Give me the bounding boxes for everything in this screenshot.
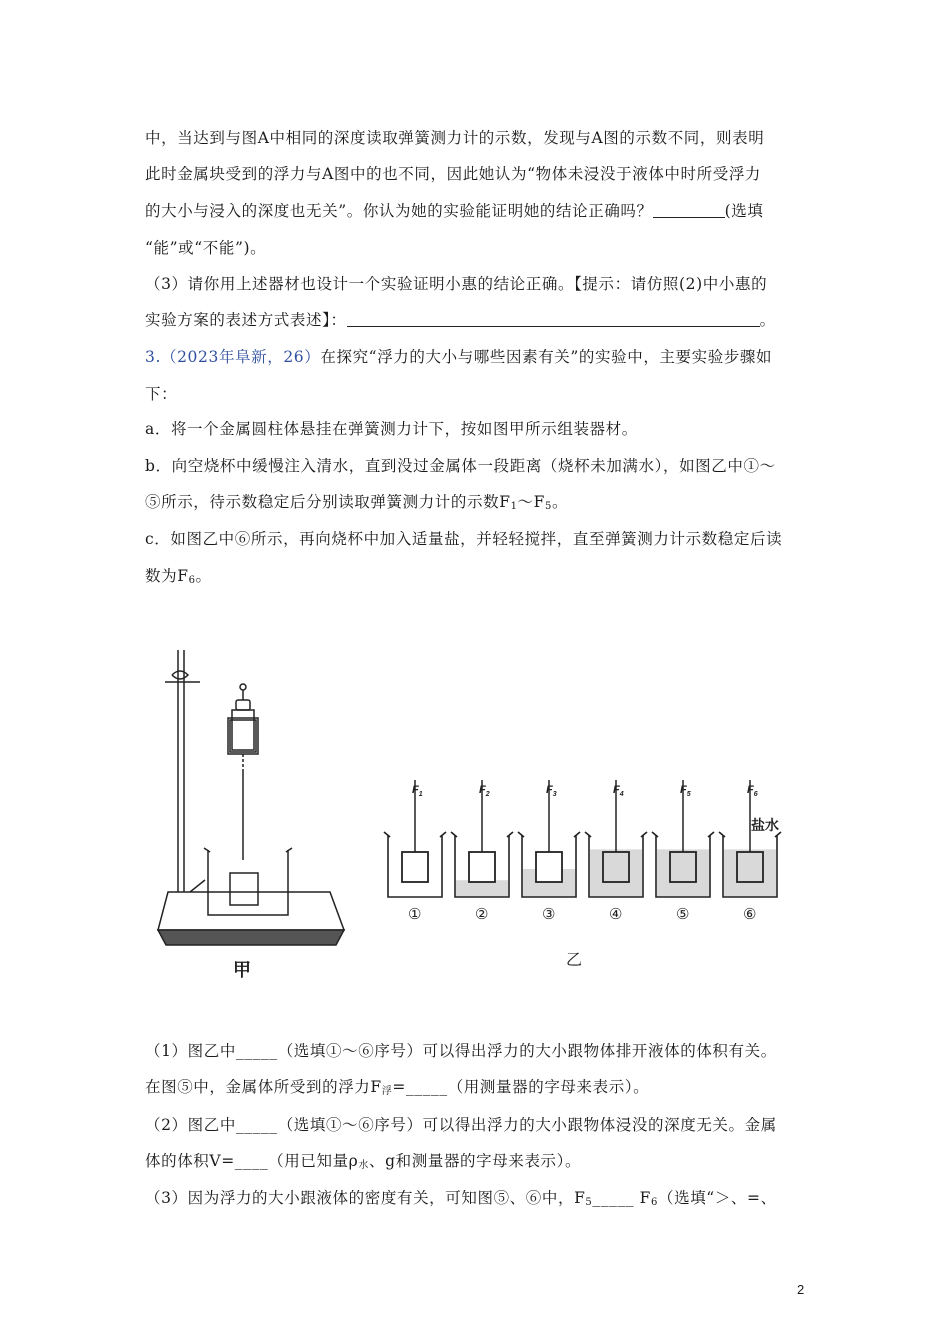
part-1-2b: =_____（用测量器的字母来表示）。 (392, 1078, 650, 1096)
force-label-1: $F_1$ (412, 784, 423, 798)
part-1-line-2 (145, 1077, 649, 1102)
metal-block-6 (737, 852, 763, 882)
question-3-header (145, 347, 772, 367)
part-3-line-1 (145, 1188, 777, 1213)
sub-fu: 浮 (381, 1086, 393, 1097)
line-5: （3）请你用上述器材也设计一个实验证明小惠的结论正确。【提示：请仿照(2)中小惠的 (145, 275, 768, 293)
answer-blank-long[interactable] (347, 312, 760, 327)
part-2-2b: 、g和测量器的字母来表示）。 (369, 1152, 582, 1170)
question-text: 在探究“浮力的大小与哪些因素有关”的实验中，主要实验步骤如 (320, 348, 773, 366)
sub-f6: 6 (651, 1197, 658, 1208)
line-8: 下： (145, 385, 178, 403)
beaker-number-2: ② (475, 906, 489, 923)
part-2-2a: 体的体积V=____（用已知量ρ (145, 1152, 359, 1170)
line-6 (145, 310, 776, 330)
step-b-2 (145, 492, 568, 517)
beaker-number-4: ④ (609, 906, 623, 923)
figure-jia (158, 650, 344, 945)
line-3-end: (选填 (724, 202, 764, 220)
answer-blank[interactable] (653, 203, 725, 218)
part-1-2a: 在图⑤中，金属体所受到的浮力F (145, 1078, 382, 1096)
part-2-line-2 (145, 1151, 581, 1176)
step-c-1: c．如图乙中⑥所示，再向烧杯中加入适量盐，并轻轻搅拌，直至弹簧测力计示数稳定后读 (145, 530, 783, 548)
beaker-number-6: ⑥ (743, 906, 757, 923)
part-3-b: _____ F (592, 1189, 652, 1207)
force-label-5: $F_5$ (680, 784, 691, 798)
question-number: 3. (145, 348, 161, 366)
force-label-3: $F_3$ (546, 784, 557, 798)
beaker-number-5: ⑤ (676, 906, 690, 923)
label-salt: 盐水 (751, 817, 779, 833)
metal-block-1 (402, 852, 428, 882)
force-label-6: $F_6$ (747, 784, 758, 798)
question-source: （2023年阜新，26） (161, 348, 321, 366)
line-3 (145, 201, 764, 221)
part-1-line-1: （1）图乙中_____（选填①～⑥序号）可以得出浮力的大小跟物体排开液体的体积有关。 (145, 1042, 777, 1060)
sub-5: 5 (545, 501, 552, 512)
step-c-2 (145, 566, 212, 591)
label-yi: 乙 (566, 952, 583, 969)
step-a: a．将一个金属圆柱体悬挂在弹簧测力计下，按如图甲所示组装器材。 (145, 420, 638, 438)
sub-6: 6 (188, 575, 196, 586)
metal-block-5 (670, 852, 696, 882)
step-b-1: b．向空烧杯中缓慢注入清水，直到没过金属体一段距离（烧杯未加满水），如图乙中①～ (145, 457, 776, 475)
force-label-4: $F_4$ (613, 784, 624, 798)
step-c-2b: 。 (195, 567, 212, 585)
step-c-2a: 数为F (145, 567, 189, 585)
metal-block-2 (469, 852, 495, 882)
figure-yi (384, 780, 781, 923)
metal-block-3 (536, 852, 562, 882)
part-3-a: （3）因为浮力的大小跟液体的密度有关，可知图⑤、⑥中，F (145, 1189, 586, 1207)
step-b-2c: 。 (551, 493, 569, 511)
beaker-number-1: ① (408, 906, 422, 923)
label-jia: 甲 (233, 960, 251, 980)
force-label-2: $F_2$ (479, 784, 490, 798)
beaker-number-3: ③ (542, 906, 556, 923)
line-2: 此时金属块受到的浮力与A图中的也不同，因此她认为“物体未浸没于液体中时所受浮力 (145, 165, 762, 183)
part-3-c: （选填“＞、=、 (658, 1189, 777, 1207)
sub-shui: 水 (358, 1160, 370, 1171)
experiment-figure (0, 630, 950, 1030)
line-6-end: 。 (759, 311, 776, 329)
part-2-line-1: （2）图乙中_____（选填①～⑥序号）可以得出浮力的大小跟物体浸没的深度无关。金属 (145, 1116, 777, 1134)
page-number: 2 (797, 1282, 805, 1297)
sub-f5: 5 (585, 1197, 593, 1208)
step-b-2a: ⑤所示，待示数稳定后分别读取弹簧测力计的示数F (145, 493, 511, 511)
line-4: “能”或“不能”)。 (145, 239, 267, 257)
line-1: 中，当达到与图A中相同的深度读取弹簧测力计的示数，发现与A图的示数不同，则表明 (145, 129, 765, 147)
line-3-text: 的大小与浸入的深度也无关”。你认为她的实验能证明她的结论正确吗？ (145, 202, 653, 220)
metal-block-4 (603, 852, 629, 882)
step-b-2b: ～F (517, 493, 545, 511)
line-6-text: 实验方案的表述方式表述】： (145, 311, 347, 329)
sub-1: 1 (510, 501, 518, 512)
